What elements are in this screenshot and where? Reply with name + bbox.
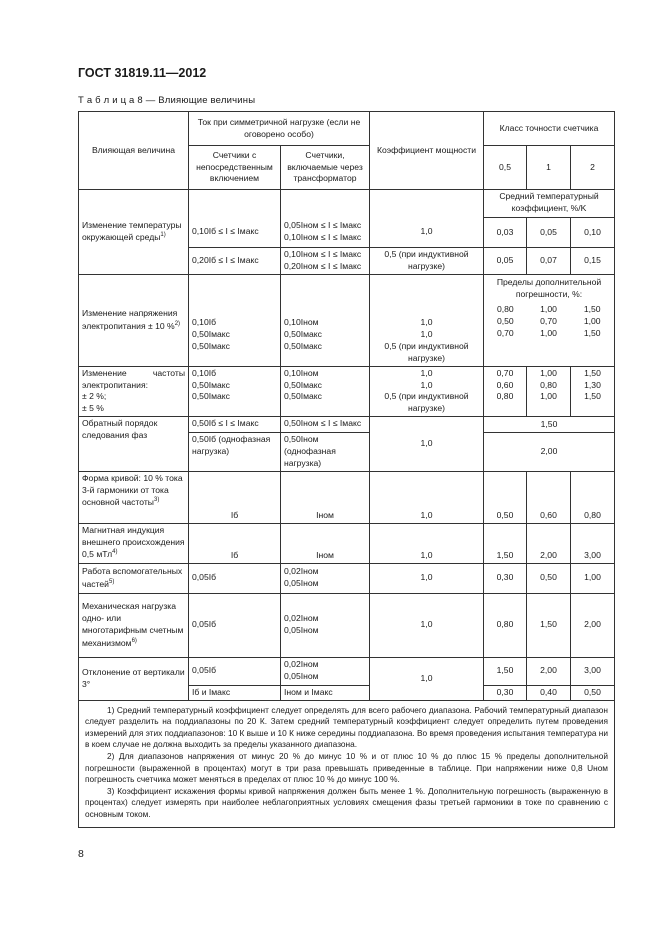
header-class-2: 2 — [571, 146, 615, 190]
header-direct: Счетчики с непосредственным включением — [189, 146, 281, 190]
temp-direct-1: 0,10Iб ≤ I ≤ Iмакс — [189, 218, 281, 248]
document-code: ГОСТ 31819.11—2012 — [78, 66, 207, 80]
aux-v05: 0,30 — [484, 563, 527, 593]
frequency-direct: 0,10Iб 0,50Iмакс 0,50Iмакс — [189, 366, 281, 416]
temp-v05-2: 0,05 — [484, 248, 527, 275]
frequency-transformer: 0,10Iном 0,50Iмакс 0,50Iмакс — [281, 366, 370, 416]
mechanical-pf: 1,0 — [370, 593, 484, 657]
mechanical-v05: 0,80 — [484, 593, 527, 657]
row-temperature-name: Изменение температуры окружающей среды$^{1)}$ — [79, 190, 189, 275]
footnote-2: 2) Для диапазонов напряжения от минус 20 % до минус 10 % и от плюс 10 % до плюс 15 % пределы дополнительной погрешности (выраженной в процентах) могут в три раза превышать приведенные в таблице. При напряжении ниже 0,8 Uном погрешность счетчика может меняться в пределах от плюс 10 % до минус 100 %. — [85, 751, 609, 785]
tilt-r1-v1: 2,00 — [527, 657, 571, 685]
waveform-direct: Iб — [189, 471, 281, 523]
aux-pf: 1,0 — [370, 563, 484, 593]
influence-table — [78, 111, 615, 828]
voltage-pf: 1,0 1,0 0,5 (при индуктивной нагрузке) — [370, 274, 484, 366]
row-magnetic-name: Магнитная индукция внешнего происхождения 0,5 мТл$^{4)}$ — [79, 523, 189, 563]
magnetic-v05: 1,50 — [484, 523, 527, 563]
footnotes — [79, 700, 615, 827]
waveform-pf: 1,0 — [370, 471, 484, 523]
phase-transformer-2: 0,50Iном (однофазная нагрузка) — [281, 433, 370, 472]
magnetic-transformer: Iном — [281, 523, 370, 563]
aux-direct: 0,05Iб — [189, 563, 281, 593]
row-aux-name: Работа вспомогательных частей$^{5)}$ — [79, 563, 189, 593]
tilt-transformer-1: 0,02Iном 0,05Iном — [281, 657, 370, 685]
row-waveform-name: Форма кривой: 10 % тока 3-й гармоники от тока основной частоты$^{3)}$ — [79, 471, 189, 523]
voltage-values: Пределы дополнительной погрешности, %: 0,80 0,50 0,70 1,00 0,70 1,00 1,50 1,00 1,50 — [484, 274, 615, 366]
tilt-direct-2: Iб и Iмакс — [189, 685, 281, 700]
temp-v2-2: 0,15 — [571, 248, 615, 275]
row-phase-name: Обратный порядок следования фаз — [79, 417, 189, 472]
frequency-v05: 0,70 0,60 0,80 — [484, 366, 527, 416]
header-class-1: 1 — [527, 146, 571, 190]
phase-value-2: 2,00 — [484, 433, 615, 472]
header-class-05: 0,5 — [484, 146, 527, 190]
waveform-transformer: Iном — [281, 471, 370, 523]
header-power-factor: Коэффициент мощности — [370, 112, 484, 190]
mechanical-v1: 1,50 — [527, 593, 571, 657]
header-current: Ток при симметричной нагрузке (если не оговорено особо) — [189, 112, 370, 146]
tilt-transformer-2: Iном и Iмакс — [281, 685, 370, 700]
phase-pf: 1,0 — [370, 417, 484, 472]
header-transformer: Счетчики, включаемые через трансформатор — [281, 146, 370, 190]
waveform-v1: 0,60 — [527, 471, 571, 523]
tilt-pf: 1,0 — [370, 657, 484, 700]
temp-v1-2: 0,07 — [527, 248, 571, 275]
temp-pf-1: 1,0 — [370, 218, 484, 248]
row-frequency-name: Изменение частоты электропитания: ± 2 %; ± 5 % — [79, 366, 189, 416]
tilt-r2-v2: 0,50 — [571, 685, 615, 700]
page-number: 8 — [78, 848, 84, 860]
waveform-v05: 0,50 — [484, 471, 527, 523]
table-caption: Т а б л и ц а 8 — Влияющие величины — [78, 95, 256, 106]
row-tilt-name: Отклонение от вертикали 3° — [79, 657, 189, 700]
frequency-v1: 1,00 0,80 1,00 — [527, 366, 571, 416]
add-error-label: Пределы дополнительной погрешности, %: — [496, 276, 602, 299]
temp-v2-1: 0,10 — [571, 218, 615, 248]
temp-transformer-2: 0,10Iном ≤ I ≤ Iмакс 0,20Iном ≤ I ≤ Iмакс — [281, 248, 370, 275]
voltage-direct: 0,10Iб 0,50Iмакс 0,50Iмакс — [189, 274, 281, 366]
phase-value-1: 1,50 — [484, 417, 615, 433]
footnote-1: 1) Средний температурный коэффициент следует определять для всего рабочего диапазона. Рабочий температурный диапазон следует разделить на поддиапазоны по 20 К. Затем средний температурный коэффициент следует определить путем проведения измерений для этих поддиапазонов: 10 К выше и 10 К ниже середины поддиапазона. Во время проведения испытания температура ни в коем случае не должна выходить за пределы указанного диапазона. — [85, 704, 609, 750]
mechanical-direct: 0,05Iб — [189, 593, 281, 657]
phase-direct-2: 0,50Iб (однофазная нагрузка) — [189, 433, 281, 472]
aux-v1: 0,50 — [527, 563, 571, 593]
header-accuracy-class: Класс точности счетчика — [484, 112, 615, 146]
frequency-v2: 1,50 1,30 1,50 — [571, 366, 615, 416]
tilt-r2-v05: 0,30 — [484, 685, 527, 700]
phase-transformer-1: 0,50Iном ≤ I ≤ Iмакс — [281, 417, 370, 433]
waveform-v2: 0,80 — [571, 471, 615, 523]
row-voltage-name: Изменение напряжения электропитания ± 10 %$^{2)}$ — [79, 274, 189, 366]
temp-v05-1: 0,03 — [484, 218, 527, 248]
temp-pf-2: 0,5 (при индуктивной нагрузке) — [370, 248, 484, 275]
mechanical-v2: 2,00 — [571, 593, 615, 657]
temp-transformer-1: 0,05Iном ≤ I ≤ Iмакс 0,10Iном ≤ I ≤ Iмакс — [281, 218, 370, 248]
frequency-pf: 1,0 1,0 0,5 (при индуктивной нагрузке) — [370, 366, 484, 416]
aux-v2: 1,00 — [571, 563, 615, 593]
temp-v1-1: 0,05 — [527, 218, 571, 248]
aux-transformer: 0,02Iном 0,05Iном — [281, 563, 370, 593]
magnetic-v2: 3,00 — [571, 523, 615, 563]
mechanical-transformer: 0,02Iном 0,05Iном — [281, 593, 370, 657]
tilt-direct-1: 0,05Iб — [189, 657, 281, 685]
phase-direct-1: 0,50Iб ≤ I ≤ Iмакс — [189, 417, 281, 433]
magnetic-v1: 2,00 — [527, 523, 571, 563]
tilt-r1-v2: 3,00 — [571, 657, 615, 685]
row-mechanical-name: Механическая нагрузка одно- или многотарифным счетным механизмом$^{6)}$ — [79, 593, 189, 657]
tilt-r2-v1: 0,40 — [527, 685, 571, 700]
temp-direct-2: 0,20Iб ≤ I ≤ Iмакс — [189, 248, 281, 275]
tilt-r1-v05: 1,50 — [484, 657, 527, 685]
magnetic-direct: Iб — [189, 523, 281, 563]
footnote-3: 3) Коэффициент искажения формы кривой напряжения должен быть менее 1 %. Дополнительную погрешность (выраженную в процентах) следует измерять при наиболее неблагоприятных условиях смещения фазы третьей гармоники в токе по сравнению с основным током. — [85, 785, 609, 820]
magnetic-pf: 1,0 — [370, 523, 484, 563]
header-influence: Влияющая величина — [79, 112, 189, 190]
voltage-transformer: 0,10Iном 0,50Iмакс 0,50Iмакс — [281, 274, 370, 366]
temp-coeff-label: Средний температурный коэффициент, %/K — [484, 190, 615, 218]
